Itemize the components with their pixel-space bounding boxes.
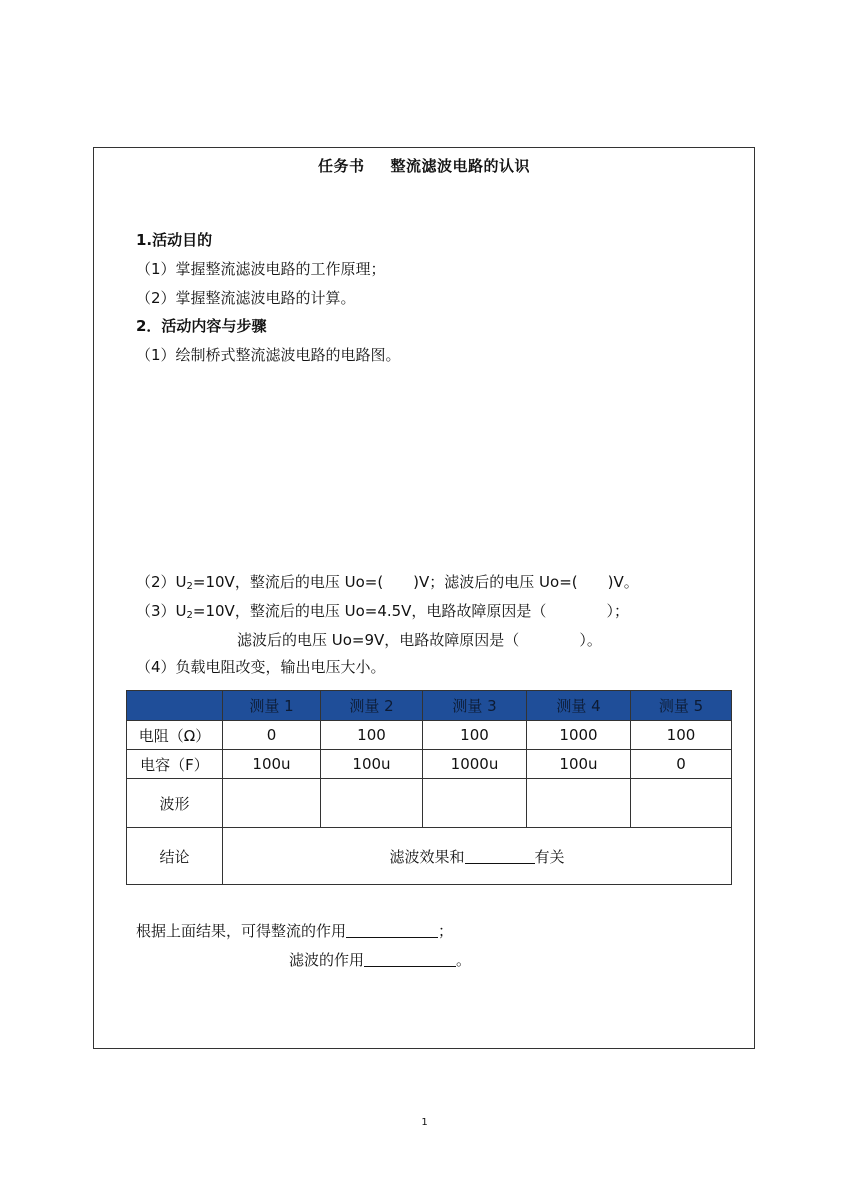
- section1-heading: 1.活动目的: [136, 231, 213, 249]
- table-cell: 100: [321, 721, 423, 750]
- title-part2: 整流滤波电路的认识: [390, 157, 531, 175]
- conclusion-text-a: 滤波效果和: [389, 847, 465, 866]
- step-3b-text-a: 滤波后的电压 Uo=9V，电路故障原因是（: [237, 631, 520, 649]
- step-2-text-d: )V。: [607, 573, 639, 591]
- row-label: 结论: [127, 828, 223, 885]
- conclusion-text-b: 有关: [534, 847, 565, 866]
- table-cell: 100u: [223, 750, 321, 779]
- table-cell: 100: [631, 721, 732, 750]
- header-measure-3: 测量 3: [423, 691, 527, 721]
- page-title: [94, 155, 754, 176]
- table-cell: 100u: [527, 750, 631, 779]
- header-measure-5: 测量 5: [631, 691, 732, 721]
- table-row-resistance: [127, 721, 732, 750]
- step-3b-text-c: ）。: [579, 631, 602, 649]
- waveform-cell: [321, 779, 423, 828]
- step-2-text-a: （2）U: [136, 573, 187, 591]
- header-measure-2: 测量 2: [321, 691, 423, 721]
- measurement-table: [126, 690, 732, 885]
- table-cell: 1000: [527, 721, 631, 750]
- header-measure-1: 测量 1: [223, 691, 321, 721]
- table-cell: 100: [423, 721, 527, 750]
- step-1: （1）绘制桥式整流滤波电路的电路图。: [136, 346, 401, 364]
- header-empty: [127, 691, 223, 721]
- table-row-waveform: [127, 779, 732, 828]
- title-part1: 任务书: [317, 157, 365, 175]
- waveform-cell: [423, 779, 527, 828]
- page-number: 1: [421, 1117, 428, 1128]
- section2-heading: 2．活动内容与步骤: [136, 317, 267, 335]
- summary-text-a: 根据上面结果，可得整流的作用: [136, 922, 347, 940]
- row-label: 电容（F）: [127, 750, 223, 779]
- step-2: [136, 571, 639, 592]
- table-cell: 100u: [321, 750, 423, 779]
- table-cell: 0: [631, 750, 732, 779]
- table-cell: 1000u: [423, 750, 527, 779]
- step-2-text-b: =10V，整流后的电压 Uo=(: [192, 573, 384, 591]
- filter-function-blank: [364, 952, 456, 967]
- rectify-function-blank: [346, 923, 438, 938]
- waveform-cell: [223, 779, 321, 828]
- step-3-continued: [237, 629, 602, 650]
- summary-line-2: [289, 949, 471, 970]
- table-cell: 0: [223, 721, 321, 750]
- row-label: 电阻（Ω）: [127, 721, 223, 750]
- waveform-cell: [527, 779, 631, 828]
- table-header-row: [127, 691, 732, 721]
- step-3-text-a: （3）U: [136, 602, 187, 620]
- table-row-conclusion: [127, 828, 732, 885]
- summary-text-c: 滤波的作用: [289, 951, 365, 969]
- conclusion-cell: [223, 828, 732, 885]
- objective-item-2: （2）掌握整流滤波电路的计算。: [136, 289, 356, 307]
- objective-item-1: （1）掌握整流滤波电路的工作原理；: [136, 260, 386, 278]
- task-sheet-frame: [93, 147, 755, 1049]
- summary-line-1: [136, 920, 453, 941]
- table-row-capacitance: [127, 750, 732, 779]
- conclusion-blank: [465, 849, 535, 864]
- step-3: [136, 600, 629, 621]
- subscript-2: 2: [186, 610, 193, 621]
- header-measure-4: 测量 4: [527, 691, 631, 721]
- summary-text-b: ；: [438, 922, 454, 940]
- subscript-2: 2: [186, 581, 193, 592]
- step-4: （4）负载电阻改变，输出电压大小。: [136, 658, 386, 676]
- step-3-text-c: ）；: [606, 602, 629, 620]
- waveform-cell: [631, 779, 732, 828]
- summary-text-d: 。: [456, 951, 472, 969]
- step-3-text-b: =10V，整流后的电压 Uo=4.5V，电路故障原因是（: [192, 602, 547, 620]
- row-label: 波形: [127, 779, 223, 828]
- step-2-text-c: )V；滤波后的电压 Uo=(: [413, 573, 578, 591]
